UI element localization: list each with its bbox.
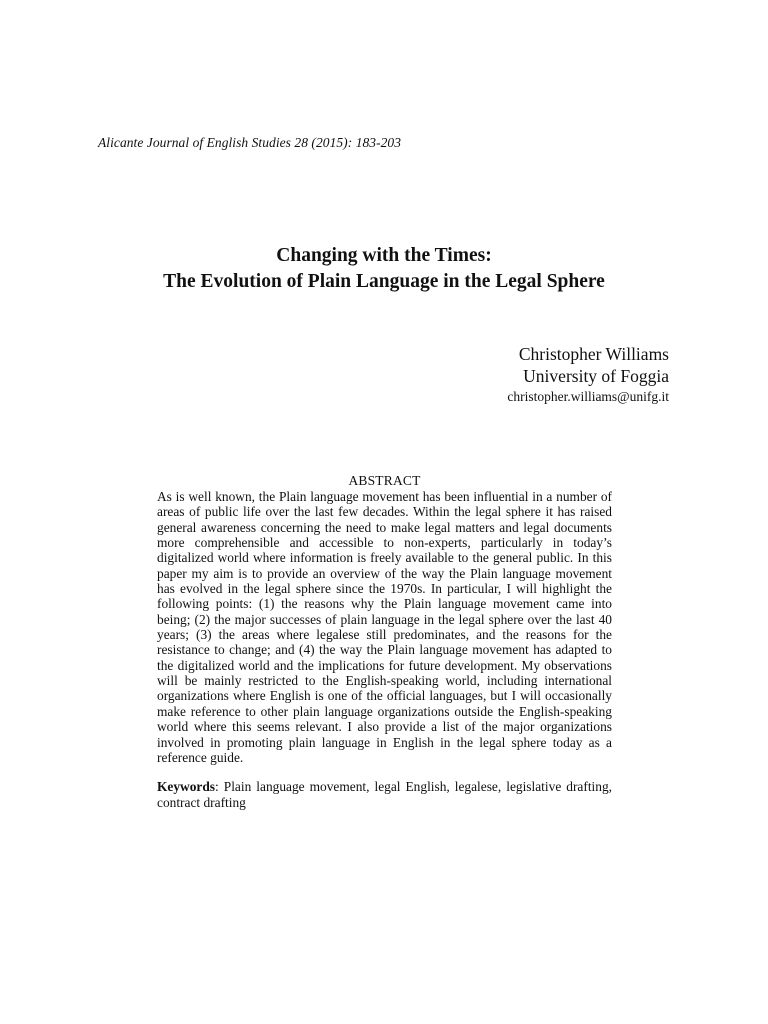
author-email: christopher.williams@unifg.it bbox=[507, 389, 669, 404]
abstract-heading: ABSTRACT bbox=[348, 473, 421, 488]
author-affiliation: University of Foggia bbox=[523, 366, 669, 386]
abstract-text: As is well known, the Plain language movement has been influential in a number of areas of public life over the last few decades. Within the legal sphere it has raised general awareness concerning the need to make legal matters and legal documents more comprehensible and accessible to non-experts, particularly in today’s digitalized world where information is freely available to the general public. In this paper my aim is to provide an overview of the way the Plain language movement has evolved in the legal sphere since the 1970s. In particular, I will highlight the following points: (1) the reasons why the Plain language movement came into being; (2) the major successes of plain language in the legal sphere over the last 40 years; (3) the areas where legalese still predominates, and the reasons for the resistance to change; and (4) the way the Plain language movement has adapted to the digitalized world and the implications for future development. My observations will be mainly restricted to the English-speaking world, including international organizations where English is one of the official languages, but I will occasionally make reference to other plain language organizations outside the English-speaking world where this seems relevant. I also provide a list of the major organizations involved in promoting plain language in English in the legal sphere today as a reference guide. bbox=[157, 489, 612, 765]
article-title-line-2: The Evolution of Plain Language in the Legal Sphere bbox=[163, 271, 605, 292]
abstract-section bbox=[157, 472, 612, 811]
article-title bbox=[0, 243, 768, 295]
keywords-paragraph bbox=[157, 779, 612, 811]
keywords-label: Keywords bbox=[157, 779, 216, 795]
author-block bbox=[507, 343, 669, 406]
keywords-text: : Plain language movement, legal English, legalese, legislative drafting, contract drafting bbox=[157, 779, 612, 811]
author-name: Christopher Williams bbox=[518, 344, 669, 364]
journal-citation: Alicante Journal of English Studies 28 (2015): 183-203 bbox=[98, 135, 402, 150]
article-title-line-1: Changing with the Times: bbox=[276, 245, 492, 266]
